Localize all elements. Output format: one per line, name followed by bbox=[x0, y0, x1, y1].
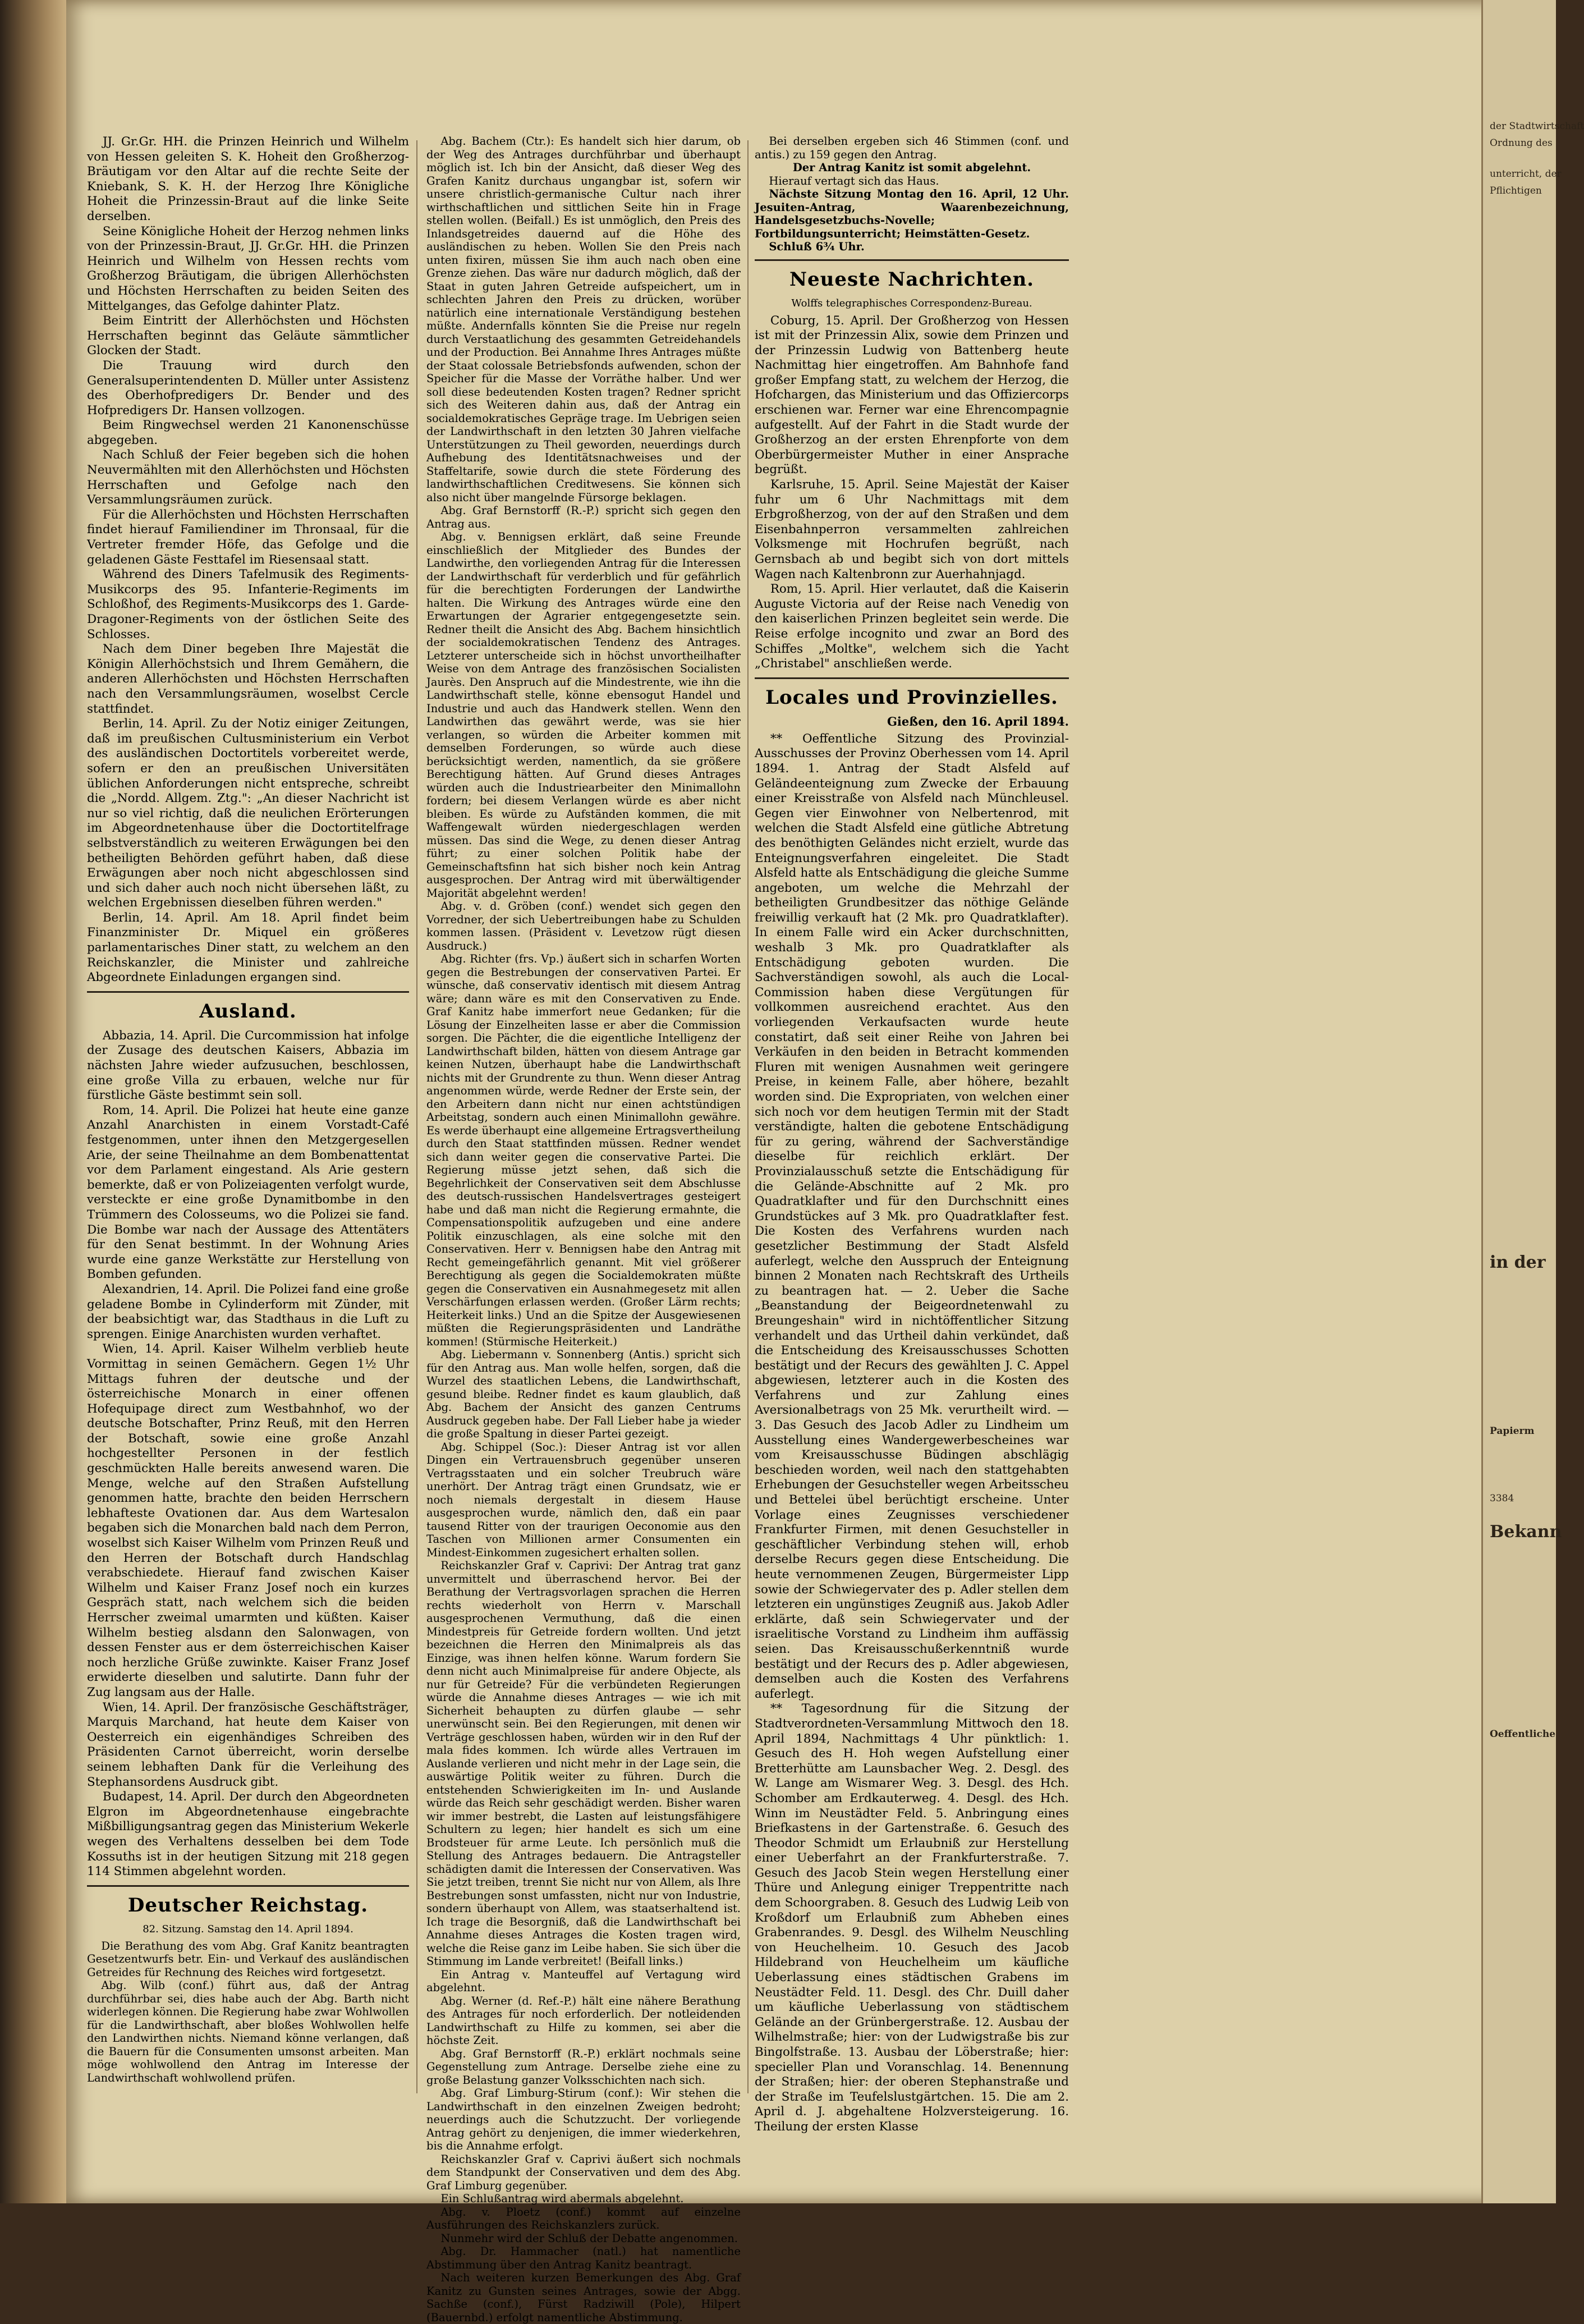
paragraph: Nächste Sitzung Montag den 16. April, 12 Uhr. Jesuiten-Antrag, Waarenbezeichnung, Handelsgesetzbuchs-Novelle; Fortbildungsunterricht; Heimstätten-Gesetz. bbox=[755, 187, 1069, 240]
paragraph: Abg. Dr. Hammacher (natl.) hat namentliche Abstimmung über den Antrag Kanitz beantragt. bbox=[426, 2245, 741, 2271]
paragraph: Alexandrien, 14. April. Die Polizei fand eine große geladene Bombe in Cylinderform mit Zünder, mit der beabsichtigt war, das Stadthaus in die Luft zu sprengen. Einige Anarchisten wurden verhaftet. bbox=[87, 1282, 409, 1341]
edge-fragment: Ordnung des bbox=[1490, 137, 1553, 149]
paragraph: Ein Schlußantrag wird abermals abgelehnt. bbox=[440, 2192, 684, 2205]
paragraph: Abg. v. Ploetz (conf.) kommt auf einzelne Ausführungen des Reichskanzlers zurück. bbox=[426, 2205, 741, 2231]
paragraph: Ein Antrag v. Manteuffel auf Vertagung wird abgelehnt. bbox=[426, 1968, 741, 1994]
paragraph: Abg. Graf Limburg-Stirum (conf.): Wir stehen die Landwirthschaft in den einzelnen Zweigen bedroht; neuerdings auch die Schutzzucht. Der vorliegende Antrag gehört zu denjenigen, die immer wiederkehren, bis die Annahme erfolgt. bbox=[426, 2087, 741, 2152]
paragraph: Abg. v. d. Gröben (conf.) wendet sich gegen den Vorredner, der sich Uebertreibungen habe zu Schulden kommen lassen. (Präsident v. Levetzow rügt diesen Ausdruck.) bbox=[426, 900, 741, 952]
paragraph: Abg. Wilb (conf.) führt aus, daß der Antrag durchführbar sei, dies habe auch der Abg. Barth nicht widerlegen können. Die Regierung habe zwar Wohlwollen für die Landwirthschaft, aber bloßes Wohlwollen helfe den Landwirthen nichts. Niemand könne verlangen, daß die Bauern für die Consumenten umsonst arbeiten. Man möge wohlwollend den Antrag im Interesse der Landwirthschaft wohlwollend prüfen. bbox=[87, 1979, 409, 2084]
paragraph: ** Tagesordnung für die Sitzung der Stadtverordneten-Versammlung Mittwoch den 18. April 1894, Nachmittags 4 Uhr pünktlich: 1. Gesuch des H. Hoh wegen Aufstellung einer Bretterhütte am Launsbacher Weg. 2. Desgl. des W. Lange am Wismarer Weg. 3. Desgl. des Hch. Schomber am Erdkauterweg. 4. Desgl. des Hch. Winn im Neustädter Feld. 5. Anbringung eines Briefkastens in der Gartenstraße. 6. Gesuch des Theodor Schmidt um Erlaubniß zur Herstellung einer Ueberfahrt an der Frankfurterstraße. 7. Gesuch des Jacob Stein wegen Herstellung einer Thüre und Anlegung einiger Treppentritte nach dem Schoorgraben. 8. Gesuch des Ludwig Leib von Kroßdorf um Erlaubniß zum Abheben eines Grabenrandes. 9. Desgl. des Wilhelm Neuschling von Heuchelheim. 10. Gesuch des Jacob Hildebrand von Heuchelheim um käufliche Ueberlassung eines städtischen Grabens im Neustädter Feld. 11. Desgl. des Chr. Duill daher um käufliche Ueberlassung von städtischem Gelände an der Grünbergerstraße. 12. Ausbau der Wilhelmstraße; hier: von der Ludwigstraße bis zur Bingolfstraße. 13. Ausbau der Löberstraße; hier: specieller Plan und Voranschlag. 14. Benennung der Straßen; hier: der oberen Stephanstraße und der Straße im Teufelslustgärtchen. 15. Die am 2. April d. J. abgehaltene Holzversteigerung. 16. Theilung der ersten Klasse bbox=[755, 1702, 1069, 2134]
adjacent-page-edge bbox=[1481, 0, 1556, 2203]
paragraph: Wien, 14. April. Kaiser Wilhelm verblieb heute Vormittag in seinen Gemächern. Gegen 1½ Uhr Mittags fuhren der deutsche und der österreichische Monarch in einer offenen Hofequipage direct zum Westbahnhof, wo der deutsche Botschafter, Prinz Reuß, mit den Herren der Botschaft, sowie eine große Anzahl hochgestellter Personen in der festlich geschmückten Halle bereits anwesend waren. Die Menge, welche auf den Straßen Aufstellung genommen hatte, brachte den beiden Herrschern lebhafteste Ovationen dar. Aus dem Wartesalon begaben sich die Monarchen bald nach dem Perron, woselbst sich Kaiser Wilhelm vom Prinzen Reuß und den Herren der Botschaft durch Handschlag verabschiedete. Hierauf fand zwischen Kaiser Wilhelm und Kaiser Franz Josef noch ein kurzes Gespräch statt, nach welchem sich die beiden Herrscher zweimal umarmten und küßten. Kaiser Wilhelm bestieg alsdann den Salonwagen, von dessen Fenster aus er dem österreichischen Kaiser noch herzliche Grüße zuwinkte. Kaiser Franz Josef erwiderte dieselben und salutirte. Dann fuhr der Zug langsam aus der Halle. bbox=[87, 1342, 409, 1699]
paragraph: Rom, 15. April. Hier verlautet, daß die Kaiserin Auguste Victoria auf der Reise nach Venedig von den kaiserlichen Prinzen begleitet sein werde. Die Reise erfolge incognito und zwar an Bord des Schiffes „Moltke", welchem sich die Yacht „Christabel" anschließen werde. bbox=[755, 582, 1069, 671]
paragraph: Reichskanzler Graf v. Caprivi: Der Antrag trat ganz unvermittelt und überraschend hervor. Bei der Berathung der Vertragsvorlagen sprachen die Herren rechts wiederholt von Herrn v. Marschall ausgesprochenen Vermuthung, daß die einen Mindestpreis für Getreide fordern wollten. Und jetzt bezeichnen die Herren den Minimalpreis als das Einzige, was ihnen helfen könne. Warum fordern Sie denn nicht auch Minimalpreise für andere Objecte, als nur für Getreide? Für die verbündeten Regierungen würde die Annahme dieses Antrages — wie ich mit Sicherheit behaupten zu dürfen glaube — sehr unerwünscht sein. Bei den Regierungen, mit denen wir Verträge geschlossen haben, würden wir in den Ruf der mala fides kommen. Ich würde alles Vertrauen im Auslande verlieren und nicht mehr in der Lage sein, die auswärtige Politik weiter zu führen. Durch die entstehenden Schwierigkeiten im In- und Auslande würde das Reich sehr geschädigt werden. Bisher waren wir immer bestrebt, die Lasten auf leistungsfähigere Schultern zu legen; hier handelt es sich um eine Brodsteuer für arme Leute. Ich persönlich muß die Stellung des Antrages bedauern. Die Antragsteller schädigten damit die Interessen der Conservativen. Was Sie jetzt treiben, trennt Sie nicht nur von Allem, als Ihre Bestrebungen sonst umfassten, nicht nur von Industrie, sondern überhaupt von Allem, was staatserhaltend ist. Ich trage die Besorgniß, daß die Landwirthschaft bei Annahme dieses Antrages die Kosten tragen wird, welche die Reise ganz im Leibe haben. Sie sich über die Stimmung im Lande verbreitet! (Beifall links.) bbox=[426, 1559, 741, 1968]
paragraph: Beim Eintritt der Allerhöchsten und Höchsten Herrschaften beginnt das Geläute sämmtlicher Glocken der Stadt. bbox=[87, 314, 409, 358]
paragraph: Nach Schluß der Feier begeben sich die hohen Neuvermählten mit den Allerhöchsten und Höchsten Herrschaften und Gefolge nach den Versammlungsräumen zurück. bbox=[87, 448, 409, 507]
paragraph: Nach weiteren kurzen Bemerkungen des Abg. Graf Kanitz zu Gunsten seines Antrages, sowie der Abgg. Sachße (conf.), Fürst Radziwill (Pole), Hilpert (Bauernbd.) erfolgt namentliche Abstimmung. bbox=[426, 2271, 741, 2324]
section-rule bbox=[87, 991, 409, 993]
book-binding-shadow bbox=[0, 0, 66, 2203]
paragraph: Die Trauung wird durch den Generalsuperintendenten D. Müller unter Assistenz des Oberhofpredigers Dr. Bender und des Hofpredigers Dr. Hansen vollzogen. bbox=[87, 358, 409, 418]
paragraph: Abg. Graf Bernstorff (R.-P.) spricht sich gegen den Antrag aus. bbox=[426, 504, 741, 530]
edge-fragment: 3384 bbox=[1490, 1493, 1514, 1504]
edge-fragment: Papierm bbox=[1490, 1425, 1535, 1437]
edge-fragment: in der bbox=[1490, 1253, 1546, 1272]
dateline: Gießen, den 16. April 1894. bbox=[887, 714, 1069, 728]
paragraph: Abg. Liebermann v. Sonnenberg (Antis.) spricht sich für den Antrag aus. Man wolle helfen, sorgen, daß die Wurzel des staatlichen Lebens, die Landwirthschaft, gesund bleibe. Redner findet es kaum glaublich, daß Abg. Bachem der Ansicht des ganzen Centrums Ausdruck gegeben habe. Der Fall Lieber habe ja wieder die große Spaltung in dieser Partei gezeigt. bbox=[426, 1348, 741, 1440]
section-rule bbox=[87, 1885, 409, 1887]
paragraph: Abg. Schippel (Soc.): Dieser Antrag ist vor allen Dingen ein Vertrauensbruch gegenüber unseren Vertragsstaaten und ein solcher Treubruch wäre unerhört. Der Antrag trägt einen Grundsatz, wie er noch niemals dergestalt in diesem Hause ausgesprochen wurde, nämlich den, daß ein paar tausend Ritter von der traurigen Oeconomie aus den Taschen von Millionen armer Consumenten ein Mindest-Einkommen zugesichert erhalten sollen. bbox=[426, 1440, 741, 1559]
paragraph: Abg. v. Bennigsen erklärt, daß seine Freunde einschließlich der Mitglieder des Bundes der Landwirthe, den vorliegenden Antrag für die Interessen der Landwirthschaft für verderblich und für gefährlich für die berechtigten Forderungen der Landwirthe halten. Die Wirkung des Antrages würde eine den Erwartungen der Agrarier entgegengesetzte sein. Redner theilt die Ansicht des Abg. Bachem hinsichtlich der socialdemokratischen Tendenz des Antrages. Letzterer unterscheide sich in höchst unvortheilhafter Weise von dem Antrage des französischen Socialisten Jaurès. Den Anspruch auf die Mindestrente, wie ihn die Landwirthschaft stelle, könne ebensogut Handel und Industrie und auch das Handwerk stellen. Wenn den Landwirthen das gewährt werde, was sie hier verlangen, so würden die Arbeiter kommen mit demselben Forderungen, so würde auch diese berücksichtigt werden, namentlich, da sie größere Berechtigung hätten. Auf Grund dieses Antrages würden auch die Industriearbeiter den Minimallohn fordern; bei diesem Verlangen würde es aber nicht bleiben. Es würde zu Aufständen kommen, die mit Waffengewalt würden niedergeschlagen werden müssen. Das sind die Wege, zu denen dieser Antrag führt; zu einer solchen Politik habe der Gemeinschaftsfinn hat sich bisher noch kein Antrag ausgesprochen. Der Antrag wird mit überwältigender Majorität abgelehnt werden! bbox=[426, 530, 741, 900]
paragraph: Reichskanzler Graf v. Caprivi äußert sich nochmals dem Standpunkt der Conservativen und dem des Abg. Graf Limburg gegenüber. bbox=[426, 2152, 741, 2192]
paragraph: Die Berathung des vom Abg. Graf Kanitz beantragten Gesetzentwurfs betr. Ein- und Verkauf des ausländischen Getreides für Rechnung des Reiches wird fortgesetzt. bbox=[87, 1939, 409, 1979]
edge-fragment: unterricht, der bbox=[1490, 168, 1562, 180]
paragraph: Bei derselben ergeben sich 46 Stimmen (conf. und antis.) zu 159 gegen den Antrag. bbox=[755, 135, 1069, 161]
result-line: Der Antrag Kanitz ist somit abgelehnt. bbox=[792, 161, 1031, 174]
paragraph: Während des Diners Tafelmusik des Regiments-Musikcorps des 95. Infanterie-Regiments im Schloßhof, des Regiments-Musikcorps des 1. Garde-Dragoner-Regiments von der östlichen Seite des Schlosses. bbox=[87, 567, 409, 641]
paragraph: Abg. Richter (frs. Vp.) äußert sich in scharfen Worten gegen die Bestrebungen der conservativen Partei. Er wünsche, daß conservativ identisch mit diesem Antrag wäre; dann wäre es mit den Conservativen zu Ende. Graf Kanitz habe immerfort neue Gedanken; für die Lösung der Einzelheiten lasse er aber die Commission sorgen. Die Pächter, die die eigentliche Intelligenz der Landwirthschaft bilden, hätten von diesem Antrage gar keinen Nutzen, überhaupt habe die Landwirthschaft nichts mit der Grundrente zu thun. Wenn dieser Antrag angenommen würde, werde Redner der Erste sein, der den Arbeitern dann nicht nur einen achtstündigen Arbeitstag, sondern auch einen Minimallohn gewähre. Es werde überhaupt eine allgemeine Ertragsvertheilung durch den Staat stattfinden müssen. Redner wendet sich dann weiter gegen die conservative Partei. Die Regierung müsse jetzt sehen, daß sich die Begehrlichkeit der Conservativen seit dem Abschlusse des deutsch-russischen Handelsvertrages gesteigert habe und daß man nicht die Regierung ermahnte, die Compensationspolitik aufzugeben und eine andere Politik einzuschlagen, als eine solche mit den Conservativen. Herr v. Bennigsen habe den Antrag mit Recht gemeingefährlich genannt. Mit viel größerer Berechtigung als gegen die Socialdemokraten müßte gegen die Conservativen ein Ausnahmegesetz mit allen Verschärfungen erlassen werden. (Großer Lärm rechts; Heiterkeit links.) Und an die Spitze der Ausgewiesenen müßten die Regierungspräsidenten und Landräthe kommen! (Stürmische Heiterkeit.) bbox=[426, 952, 741, 1348]
paragraph: Coburg, 15. April. Der Großherzog von Hessen ist mit der Prinzessin Alix, sowie dem Prinzen und der Prinzessin Ludwig von Battenberg heute Nachmittag hier eingetroffen. Am Bahnhofe fand großer Empfang statt, zu welchem der Herzog, die Hofchargen, das Ministerium und das Offiziercorps erschienen war. Ferner war eine Ehrencompagnie aufgestellt. Auf der Fahrt in die Stadt wurde der Großherzog an der ersten Ehrenpforte von dem Oberbürgermeister Muther in einer Ansprache begrüßt. bbox=[755, 313, 1069, 477]
section-rule bbox=[755, 259, 1069, 261]
column-divider bbox=[747, 140, 749, 2093]
edge-fragment: Oeffentliche bbox=[1490, 1729, 1556, 1740]
paragraph: ** Oeffentliche Sitzung des Provinzial-Ausschusses der Provinz Oberhessen vom 14. April 1894. 1. Antrag der Stadt Alsfeld auf Geländeenteignung zum Zwecke der Erbauung einer Kreisstraße von Alsfeld nach Münchleusel. Gegen vier Einwohner von Nelbertenrod, mit welchen die Stadt Alsfeld eine gütliche Abtretung des benöthigten Geländes nicht erzielt, wurde das Enteignungsverfahren eingeleitet. Die Stadt Alsfeld hatte als Entschädigung die gleiche Summe angeboten, um welche die Mehrzahl der betheiligten Grundbesitzer das nöthige Gelände freiwillig verkauft hat (2 Mk. pro Quadratklafter). In einem Falle wird ein Acker durchschnitten, weshalb 3 Mk. pro Quadratklafter als Entschädigung geboten wurden. Die Sachverständigen sowohl, als auch die Local-Commission haben diese Vergütungen für vollkommen ausreichend erachtet. Aus den vorliegenden Verkaufsacten wurde heute constatirt, daß seit einer Reihe von Jahren bei Verkäufen in den beiden in Betracht kommenden Fluren mit wenigen Ausnahmen weit geringere Preise, in keinem Falle, aber höhere, bezahlt worden sind. Die Expropriaten, von welchen einer sich noch vor dem heutigen Termin mit der Stadt verständigte, halten die gebotene Entschädigung für zu gering, während der Sachverständige dieselbe für reichlich erklärt. Der Provinzialausschuß setzte die Entschädigung für die Gelände-Abschnitte auf 2 Mk. pro Quadratklafter und für den Durchschnitt eines Grundstückes auf 3 Mk. pro Quadratklafter fest. Die Kosten des Verfahrens wurden nach gesetzlicher Bestimmung der Stadt Alsfeld auferlegt, welche den Ausspruch der Enteignung binnen 2 Monaten nach Rechtskraft des Urtheils zu beantragen hat. — 2. Ueber die Sache „Beanstandung der Beigeordnetenwahl zu Breungeshain" wird in nichtöffentlicher Sitzung verhandelt und das Urtheil dahin verkündet, daß die Entscheidung des Kreisausschusses Schotten bestätigt und der Recurs des gewählten J. C. Appel abgewiesen, letzterer auch in die Kosten des Verfahrens und zur Zahlung eines Aversionalbetrags von 25 Mk. verurtheilt wird. — 3. Das Gesuch des Jacob Adler zu Lindheim um Ausstellung eines Wandergewerbescheines war vom Kreisausschusse Büdingen abschlägig beschieden worden, weil nach den stattgehabten Erhebungen der Gesuchsteller wegen Arbeitsscheu und Bettelei übel berüchtigt erscheine. Unter Vorlage eines Zeugnisses verschiedener Frankfurter Firmen, mit denen Gesuchsteller in geschäftlicher Verbindung stehen will, erhob derselbe Recurs gegen diese Entscheidung. Die heute vernommenen Zeugen, Bürgermeister Lipp sowie der Schwiegervater des p. Adler stellen dem letzteren ein ungünstiges Zeugniß aus. Jakob Adler erklärte, daß sein Schwiegervater und der israelitische Vorstand zu Lindheim ihm auffässig seien. Das Kreisausschußerkenntniß wurde bestätigt und der Recurs des p. Adler abgewiesen, demselben auch die Kosten des Verfahrens auferlegt. bbox=[755, 731, 1069, 1701]
section-heading-locales: Locales und Provinzielles. bbox=[765, 686, 1058, 709]
paragraph: Rom, 14. April. Die Polizei hat heute eine ganze Anzahl Anarchisten in einem Vorstadt-Café festgenommen, unter ihnen den Metzgergesellen Arie, der seine Theilnahme an dem Bombenattentat vor dem Parlament eingestand. Als Arie gestern bemerkte, daß er von Polizeiagenten verfolgt wurde, versteckte er eine große Dynamitbombe in den Trümmern des Colosseums, wo die Polizei sie fand. Die Bombe war nach der Aussage des Attentäters für den Senat bestimmt. In der Wohnung Aries wurde eine ganze Werkstätte zur Herstellung von Bomben gefunden. bbox=[87, 1103, 409, 1282]
paragraph: Abg. Graf Bernstorff (R.-P.) erklärt nochmals seine Gegenstellung zum Antrage. Derselbe ziehe eine zu große Belastung ganzer Volksschichten nach sich. bbox=[426, 2047, 741, 2087]
edge-fragment: Pflichtigen bbox=[1490, 185, 1542, 196]
paragraph: Nunmehr wird der Schluß der Debatte angenommen. bbox=[440, 2231, 738, 2245]
paragraph: Abg. Bachem (Ctr.): Es handelt sich hier darum, ob der Weg des Antrages durchführbar und überhaupt möglich ist. Ich bin der Ansicht, daß dieser Weg des Grafen Kanitz durchaus ungangbar ist, sofern wir unsere christlich-germanische Cultur nach ihrer wirthschaftlichen und sittlichen Seite hin in Frage stellen wollen. (Beifall.) Es ist unmöglich, den Preis des Inlandsgetreides dauernd auf die Höhe des ausländischen zu heben. Wollen Sie den Preis nach unten fixiren, müssen Sie ihm auch nach oben eine Grenze ziehen. Das wäre nur dadurch möglich, daß der Staat in guten Jahren Getreide aufspeichert, um in schlechten Jahren den Preis zu drücken, worüber natürlich eine internationale Verständigung bestehen müßte. Andernfalls könnten Sie die Preise nur regeln durch Verstaatlichung des gesammten Getreidehandels und der Production. Bei Annahme Ihres Antrages müßte der Staat colossale Betriebsfonds aufwenden, schon der Speicher für die Masse der Vorräthe halber. Und wer soll diese bedeutenden Kosten tragen? Redner spricht sich des Weiteren dahin aus, daß der Antrag ein socialdemokratisches Gepräge trage. Im Uebrigen seien der Landwirthschaft in den letzten 30 Jahren vielfache Unterstützungen zu Theil geworden, neuerdings durch Aufhebung des Identitätsnachweises und der Staffeltarife, sowie durch die stete Förderung des landwirthschaftlichen Creditwesens. Sie können sich also nicht über mangelnde Fürsorge beklagen. bbox=[426, 135, 741, 504]
paragraph: Abbazia, 14. April. Die Curcommission hat infolge der Zusage des deutschen Kaisers, Abbazia im nächsten Jahre wieder aufzusuchen, beschlossen, eine große Villa zu erbauen, welche nur für fürstliche Gäste bestimmt sein soll. bbox=[87, 1028, 409, 1103]
paragraph: Budapest, 14. April. Der durch den Abgeordneten Elgron im Abgeordnetenhause eingebrachte Mißbilligungsantrag gegen das Ministerium Wekerle wegen des Verhaltens desselben bei dem Tode Kossuths ist in der heutigen Sitzung mit 218 gegen 114 Stimmen abgelehnt worden. bbox=[87, 1790, 409, 1879]
session-line: 82. Sitzung. Samstag den 14. April 1894. bbox=[143, 1923, 353, 1935]
column-1 bbox=[87, 135, 409, 2093]
paragraph: Hierauf vertagt sich das Haus. bbox=[769, 174, 939, 187]
paragraph: Berlin, 14. April. Zu der Notiz einiger Zeitungen, daß im preußischen Cultusministerium ein Verbot des ausländischen Doctortitels vorbereitet werde, sofern er den an preußischen Universitäten üblichen Anforderungen nicht entspreche, schreibt die „Nordd. Allgem. Ztg.": „An dieser Nachricht ist nur so viel richtig, daß die neulichen Erörterungen im Abgeordnetenhause über die Doctortitelfrage selbstverständlich zu weiteren Erwägungen bei den betheiligten Behörden geführt haben, daß diese Erwägungen aber noch nicht abgeschlossen sind und sich daher auch noch nicht übersehen läßt, zu welchen Ergebnissen dieselben führen werden." bbox=[87, 717, 409, 910]
paragraph: Für die Allerhöchsten und Höchsten Herrschaften findet hierauf Familiendiner im Thronsaal, für die Vertreter fremder Höfe, das Gefolge und die geladenen Gäste Festtafel im Riesensaal statt. bbox=[87, 507, 409, 567]
edge-fragment: Bekann bbox=[1490, 1522, 1562, 1542]
paragraph: Berlin, 14. April. Am 18. April findet beim Finanzminister Dr. Miquel ein größeres parlamentarisches Diner statt, zu welchem an den Reichskanzler, die Minister und zahlreiche Abgeordnete Einladungen ergangen sind. bbox=[87, 910, 409, 985]
section-heading-reichstag: Deutscher Reichstag. bbox=[127, 1894, 369, 1917]
section-rule bbox=[755, 677, 1069, 679]
agency-line: Wolffs telegraphisches Correspondenz-Bureau. bbox=[791, 297, 1032, 309]
column-divider bbox=[416, 140, 417, 2093]
edge-fragment: der Stadtwirtschaft bbox=[1490, 121, 1584, 132]
paragraph: Abg. Werner (d. Ref.-P.) hält eine nähere Berathung des Antrages für noch erforderlich. Der notleidenden Landwirthschaft zu Hilfe zu kommen, sei aber die höchste Zeit. bbox=[426, 1994, 741, 2047]
paragraph: JJ. Gr.Gr. HH. die Prinzen Heinrich und Wilhelm von Hessen geleiten S. K. Hoheit den Großherzog-Bräutigam vor den Altar auf die rechte Seite der Kniebank, S. K. H. der Herzog Ihre Königliche Hoheit die Prinzessin-Braut auf die linke Seite derselben. bbox=[87, 135, 409, 223]
paragraph: Beim Ringwechsel werden 21 Kanonenschüsse abgegeben. bbox=[87, 418, 409, 447]
column-2 bbox=[426, 135, 741, 2324]
paragraph: Wien, 14. April. Der französische Geschäftsträger, Marquis Marchand, hat heute dem Kaiser von Oesterreich ein eigenhändiges Schreiben des Präsidenten Carnot überreicht, worin derselbe seinem lebhaften Dank für die Verleihung des Stephansordens Ausdruck gibt. bbox=[87, 1700, 409, 1789]
section-heading-ausland: Ausland. bbox=[199, 1000, 297, 1023]
paragraph: Seine Königliche Hoheit der Herzog nehmen links von der Prinzessin-Braut, JJ. Gr.Gr. HH. die Prinzen Heinrich und Wilhelm von Hessen rechts vom Großherzog Bräutigam, die übrigen Allerhöchsten und Höchsten Herrschaften zu beiden Seiten des Mittelganges, das Gefolge dahinter Platz. bbox=[87, 224, 409, 313]
paragraph: Nach dem Diner begeben Ihre Majestät die Königin Allerhöchstsich und Ihrem Gemähern, die anderen Allerhöchsten und Höchsten Herrschaften nach den Versammlungsräumen, woselbst Cercle stattfindet. bbox=[87, 642, 409, 716]
paragraph: Schluß 6¾ Uhr. bbox=[769, 240, 865, 253]
column-3 bbox=[755, 135, 1069, 2134]
paragraph: Karlsruhe, 15. April. Seine Majestät der Kaiser fuhr um 6 Uhr Nachmittags mit dem Erbgroßherzog, von der auf den Straßen und dem Eisenbahnperron versammelten zahlreichen Volksmenge mit Hochrufen begrüßt, nach Gernsbach ab und begibt sich von dort mittels Wagen nach Kaltenbronn zur Auerhahnjagd. bbox=[755, 478, 1069, 581]
section-heading-neueste: Neueste Nachrichten. bbox=[789, 268, 1035, 291]
